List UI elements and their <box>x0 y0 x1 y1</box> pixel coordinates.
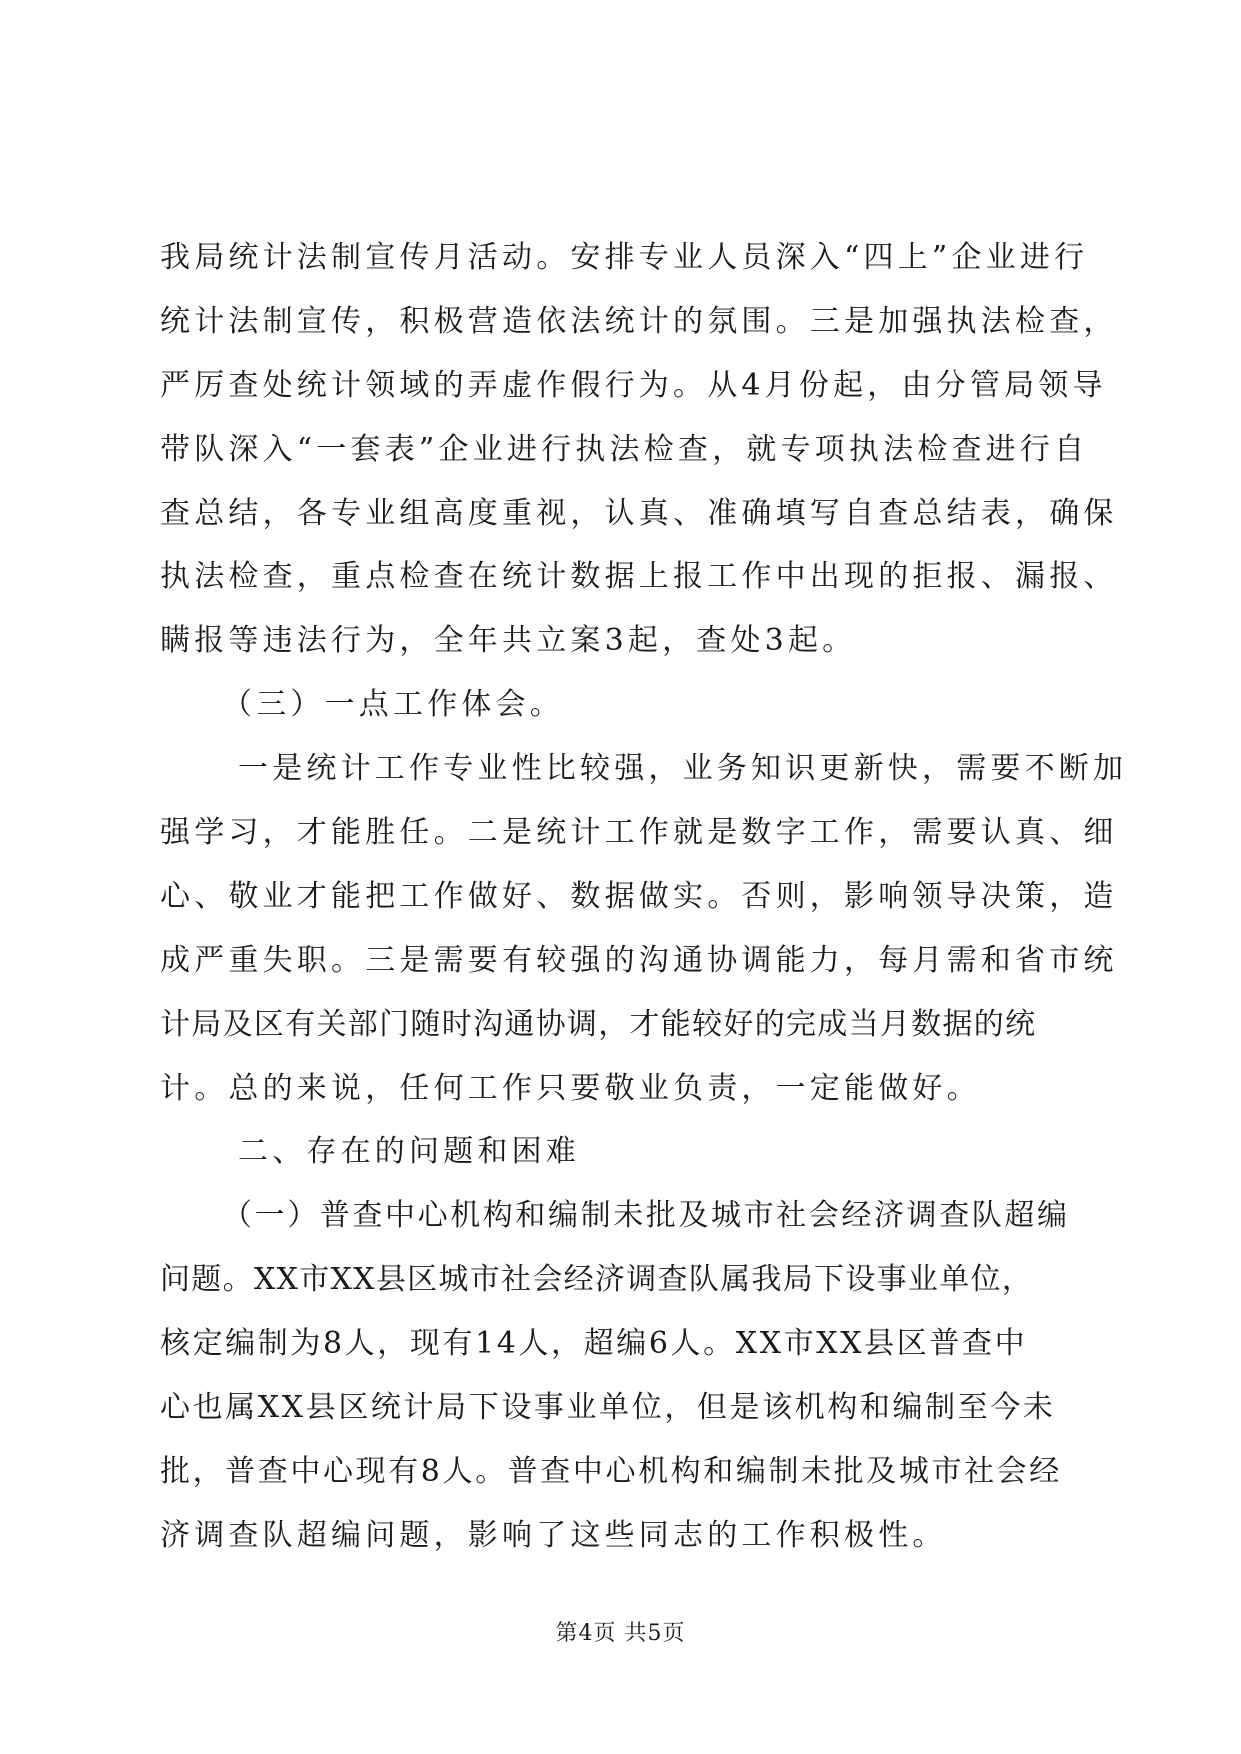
text-line: 心也属XX县区统计局下设事业单位，但是该机构和编制至今未 <box>160 1390 1056 1426</box>
text-line: 执法检查，重点检查在统计数据上报工作中出现的拒报、漏报、 <box>160 559 1118 595</box>
text-line: 统计法制宣传，积极营造依法统计的氛围。三是加强执法检查， <box>160 303 1118 339</box>
text-line: 批，普查中心现有8人。普查中心机构和编制未批及城市社会经 <box>160 1453 1062 1489</box>
text-line: 核定编制为8人，现有14人，超编6人。XX市XX县区普查中 <box>160 1326 1028 1362</box>
text-line: 瞒报等违法行为，全年共立案3起，查处3起。 <box>160 623 857 659</box>
text-line: 一是统计工作专业性比较强，业务知识更新快，需要不断加 <box>238 751 1128 787</box>
text-line: 强学习，才能胜任。二是统计工作就是数字工作，需要认真、细 <box>160 815 1118 851</box>
document-body <box>160 226 1128 1568</box>
text-line: 查总结，各专业组高度重视，认真、准确填写自查总结表，确保 <box>160 495 1118 531</box>
text-line: （一）普查中心机构和编制未批及城市社会经济调查队超编 <box>222 1198 1070 1234</box>
text-line: 计局及区有关部门随时沟通协调，才能较好的完成当月数据的统 <box>160 1006 1037 1042</box>
text-line: 问题。XX市XX县区城市社会经济调查队属我局下设事业单位， <box>160 1262 1034 1298</box>
text-line: 计。总的来说，任何工作只要敬业负责，一定能做好。 <box>160 1070 981 1106</box>
text-line: 我局统计法制宣传月活动。安排专业人员深入“四上”企业进行 <box>160 240 1089 275</box>
section-heading: 二、存在的问题和困难 <box>238 1134 580 1170</box>
text-line: 济调查队超编问题，影响了这些同志的工作积极性。 <box>160 1517 947 1553</box>
text-line: 带队深入“一套表”企业进行执法检查，就专项执法检查进行自 <box>160 431 1089 467</box>
section-heading: （三）一点工作体会。 <box>222 687 564 723</box>
page-number-footer: 第4页 共5页 <box>555 1621 686 1646</box>
text-line: 心、敬业才能把工作做好、数据做实。否则，影响领导决策，造 <box>160 878 1118 914</box>
text-line: 严厉查处统计领域的弄虚作假行为。从4月份起，由分管局领导 <box>160 367 1107 403</box>
text-line: 成严重失职。三是需要有较强的沟通协调能力，每月需和省市统 <box>160 942 1118 978</box>
